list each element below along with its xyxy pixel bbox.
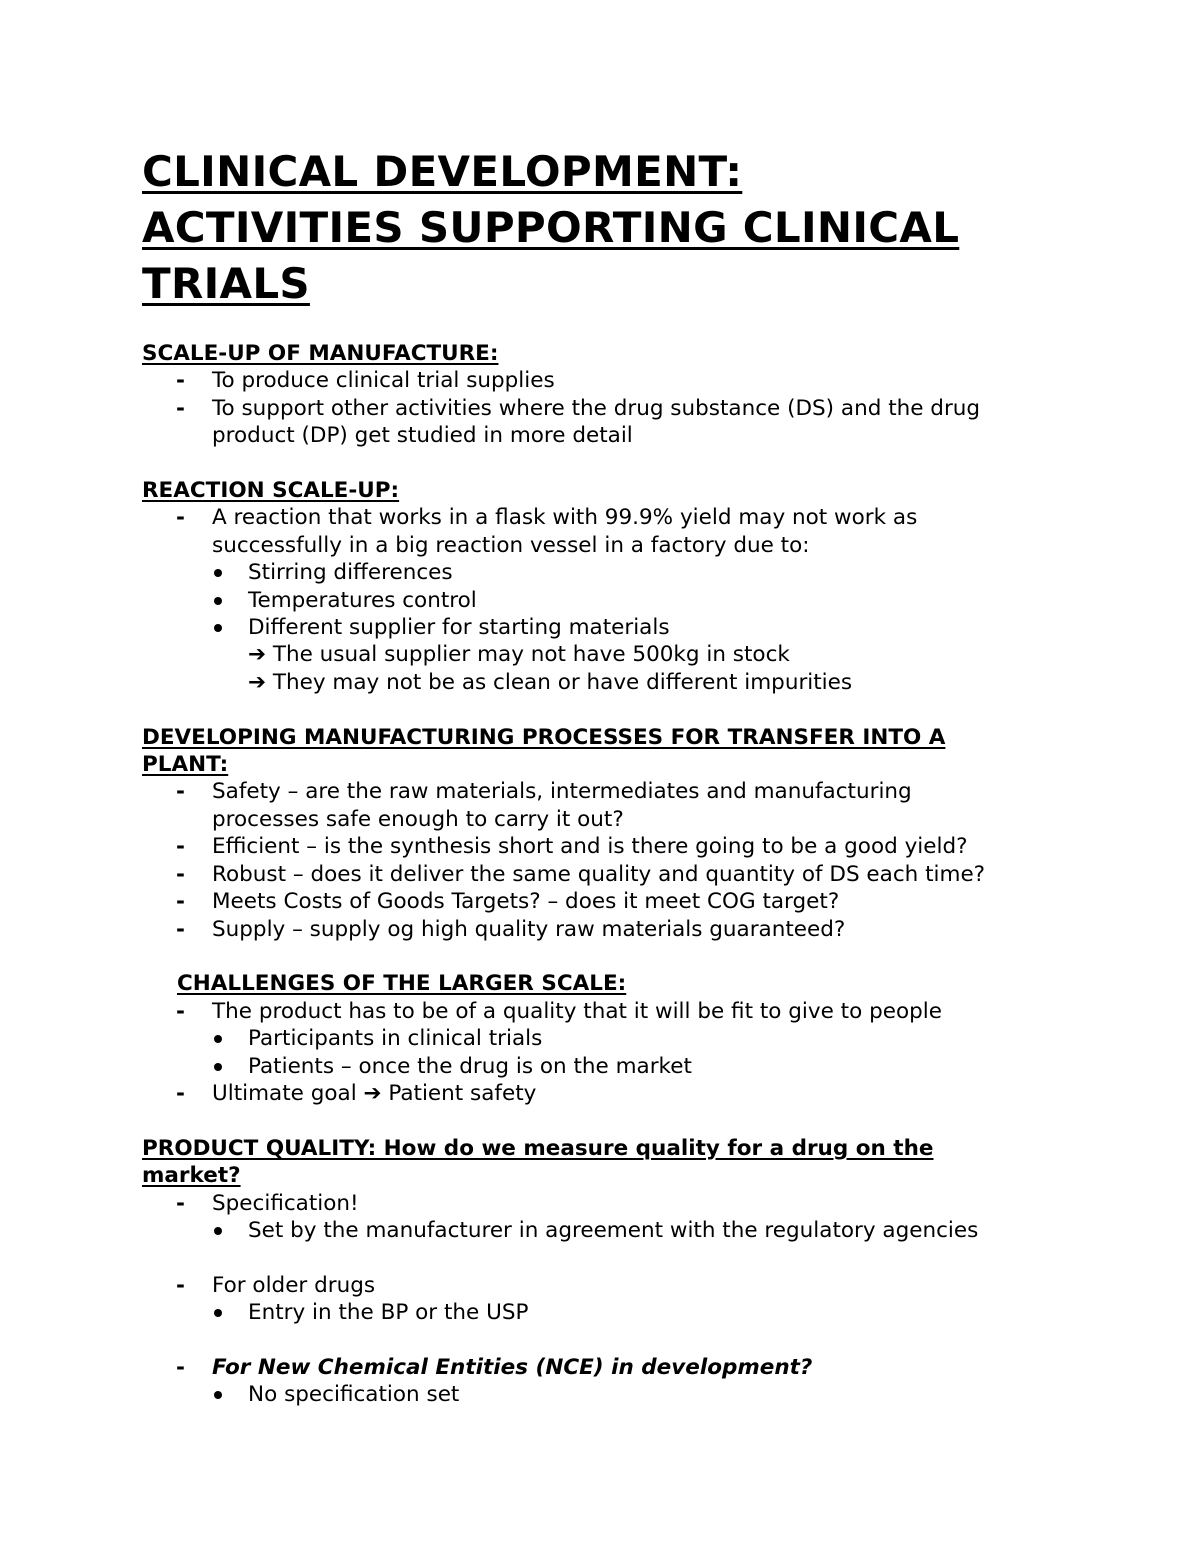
dash-marker: - [176, 916, 185, 942]
list-item-text: A reaction that works in a flask with 99.9% yield may not work as [212, 505, 918, 531]
list-item-continuation [142, 806, 1072, 833]
bullet-item [142, 614, 1072, 641]
title-line: TRIALS [142, 259, 310, 308]
list-item-text: Meets Costs of Goods Targets? – does it meet COG target? [212, 889, 840, 915]
list-item-text: For New Chemical Entities (NCE) in development? [212, 1354, 813, 1380]
bullet-text: Stirring differences [248, 560, 453, 586]
list-item-text: For older drugs [212, 1272, 376, 1298]
dash-marker: - [176, 889, 185, 915]
list-item-continuation [142, 422, 1072, 449]
list-item [142, 1190, 1072, 1217]
list-item [142, 833, 1072, 860]
bullet-item [142, 587, 1072, 614]
document-title [142, 144, 1072, 312]
arrow-text: ➔ They may not be as clean or have different impurities [248, 669, 853, 695]
dash-marker: - [176, 1080, 185, 1106]
list-item [142, 1272, 1072, 1299]
list-item [142, 916, 1072, 943]
section-heading [142, 1135, 1072, 1190]
bullet-item [142, 1217, 1072, 1244]
arrow-item [142, 669, 1072, 696]
list-item [142, 1080, 1072, 1107]
bullet-text: Set by the manufacturer in agreement with the regulatory agencies [248, 1217, 979, 1243]
list-item [142, 367, 1072, 394]
bullet-text: Different supplier for starting materials [248, 615, 670, 641]
bullet-icon [214, 624, 222, 632]
list-item [142, 778, 1072, 805]
section-challenges [142, 970, 1072, 1107]
dash-marker: - [176, 505, 185, 531]
heading-line: PLANT: [142, 752, 229, 778]
section-reaction-scale-up [142, 477, 1072, 696]
heading-line: market? [142, 1163, 241, 1189]
list-item [142, 998, 1072, 1025]
section-developing-processes [142, 724, 1072, 943]
bullet-text: Participants in clinical trials [248, 1026, 543, 1052]
list-item-text: To produce clinical trial supplies [212, 368, 555, 394]
title-line: CLINICAL DEVELOPMENT: [142, 147, 743, 196]
list-item-text: Safety – are the raw materials, intermediates and manufacturing [212, 779, 912, 805]
dash-marker: - [176, 834, 185, 860]
list-item-text: Specification! [212, 1190, 359, 1216]
list-item-text: Supply – supply og high quality raw materials guaranteed? [212, 916, 846, 942]
list-item-continuation [142, 532, 1072, 559]
list-item-text: product (DP) get studied in more detail [212, 423, 633, 449]
bullet-icon [214, 1391, 222, 1399]
list-item-text: Ultimate goal ➔ Patient safety [212, 1080, 537, 1106]
list-item [142, 504, 1072, 531]
bullet-icon [214, 569, 222, 577]
list-item-text: successfully in a big reaction vessel in a factory due to: [212, 532, 810, 558]
bullet-text: No specification set [248, 1382, 460, 1408]
bullet-item [142, 1053, 1072, 1080]
bullet-icon [214, 1035, 222, 1043]
section-heading [142, 724, 1072, 779]
list-item-text: Efficient – is the synthesis short and is there going to be a good yield? [212, 834, 968, 860]
list-item [142, 888, 1072, 915]
arrow-text: ➔ The usual supplier may not have 500kg in stock [248, 642, 790, 668]
bullet-item [142, 1299, 1072, 1326]
bullet-text: Temperatures control [248, 587, 477, 613]
dash-marker: - [176, 395, 185, 421]
bullet-icon [214, 597, 222, 605]
dash-marker: - [176, 1190, 185, 1216]
heading-line: PRODUCT QUALITY: How do we measure quality for a drug on the [142, 1135, 934, 1161]
bullet-item [142, 1381, 1072, 1408]
list-item-text: Robust – does it deliver the same quality and quantity of DS each time? [212, 861, 986, 887]
list-item-text: To support other activities where the drug substance (DS) and the drug [212, 395, 981, 421]
list-item-text: processes safe enough to carry it out? [212, 806, 624, 832]
list-item [142, 1354, 1072, 1381]
dash-marker: - [176, 368, 185, 394]
dash-marker: - [176, 1272, 185, 1298]
bullet-item [142, 1025, 1072, 1052]
section-heading: CHALLENGES OF THE LARGER SCALE: [177, 971, 627, 997]
section-scale-up [142, 340, 1072, 450]
arrow-item [142, 641, 1072, 668]
heading-line: DEVELOPING MANUFACTURING PROCESSES FOR TRANSFER INTO A [142, 724, 946, 750]
bullet-icon [214, 1227, 222, 1235]
dash-marker: - [176, 861, 185, 887]
list-item [142, 861, 1072, 888]
bullet-icon [214, 1309, 222, 1317]
bullet-item [142, 559, 1072, 586]
document-body [142, 144, 1072, 1409]
section-product-quality [142, 1135, 1072, 1409]
bullet-text: Patients – once the drug is on the market [248, 1053, 692, 1079]
section-heading: REACTION SCALE-UP: [142, 478, 400, 504]
list-item-text: The product has to be of a quality that it will be fit to give to people [212, 998, 942, 1024]
bullet-text: Entry in the BP or the USP [248, 1300, 529, 1326]
dash-marker: - [176, 998, 185, 1024]
dash-marker: - [176, 779, 185, 805]
list-item [142, 395, 1072, 422]
section-heading: SCALE-UP OF MANUFACTURE: [142, 341, 499, 366]
dash-marker: - [176, 1354, 185, 1380]
bullet-icon [214, 1063, 222, 1071]
title-line: ACTIVITIES SUPPORTING CLINICAL [142, 203, 960, 252]
